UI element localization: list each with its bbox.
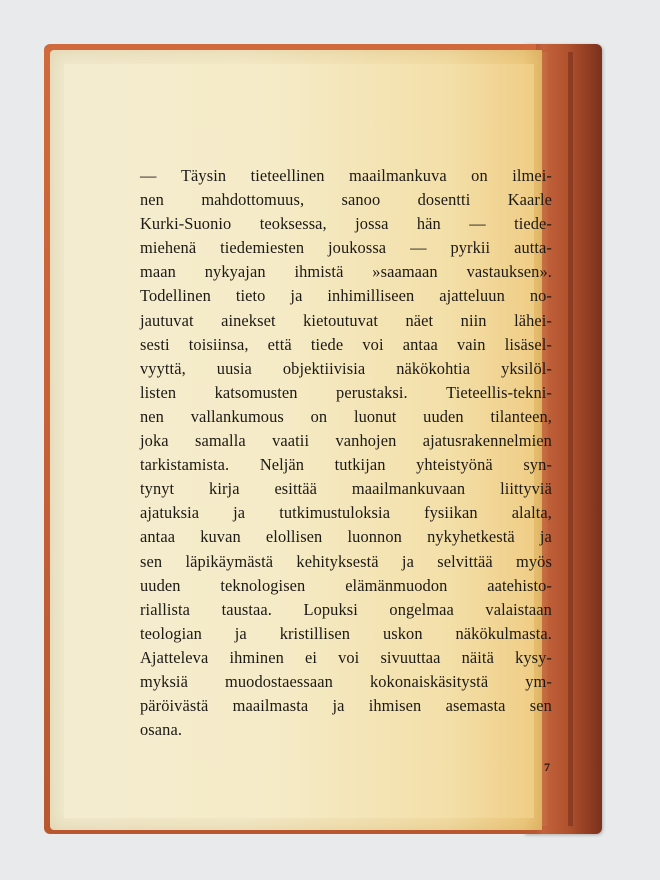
blurb-line	[140, 670, 552, 694]
spine-groove	[568, 52, 573, 826]
blurb-word: osana.	[140, 720, 183, 740]
blurb-word: kokonaiskäsitystä	[369, 671, 489, 691]
blurb-word: kietoutuvat	[303, 310, 378, 330]
blurb-word: uuden	[423, 406, 464, 426]
blurb-line	[140, 574, 552, 598]
blurb-word: teoksessa,	[259, 214, 327, 234]
blurb-word: ajatteluun	[439, 286, 505, 306]
blurb-word: sanoo	[341, 190, 381, 210]
blurb-word: niin	[460, 310, 487, 330]
blurb-line	[140, 598, 552, 622]
blurb-word: miehenä	[140, 238, 197, 258]
blurb-word: kirja	[209, 479, 240, 499]
blurb-word: joka	[140, 431, 169, 451]
blurb-word: myös	[516, 551, 552, 571]
blurb-word: jautuvat	[140, 310, 194, 330]
blurb-word: tutkimustuloksia	[279, 503, 391, 523]
blurb-word: ja	[539, 527, 552, 547]
blurb-word: nen	[140, 190, 164, 210]
blurb-word: toisiinsa,	[188, 334, 249, 354]
blurb-word: uskon	[382, 623, 423, 643]
blurb-word: ja	[332, 696, 345, 716]
blurb-word: pyrkii	[450, 238, 491, 258]
blurb-word: että	[267, 334, 292, 354]
blurb-word: vain	[456, 334, 486, 354]
blurb-word: läpikäymästä	[185, 551, 274, 571]
blurb-line	[140, 550, 552, 574]
blurb-word: —	[469, 214, 486, 234]
blurb-word: esittää	[274, 479, 318, 499]
blurb-word: Lopuksi	[303, 599, 358, 619]
blurb-word: autta-	[514, 238, 552, 258]
blurb-word: valaistaan	[485, 599, 552, 619]
blurb-word: tiede-	[514, 214, 552, 234]
blurb-word: joukossa	[328, 238, 387, 258]
blurb-line	[140, 405, 552, 429]
blurb-word: tieteellinen	[250, 166, 325, 185]
blurb-word: ihmisen	[368, 696, 422, 716]
blurb-word: uusia	[216, 358, 252, 378]
blurb-word: vaatii	[272, 431, 310, 451]
blurb-word: liittyviä	[500, 479, 552, 499]
blurb-word: ainekset	[221, 310, 276, 330]
blurb-word: uuden	[140, 575, 181, 595]
blurb-word: on	[471, 166, 488, 185]
blurb-word: yhteistyönä	[416, 455, 493, 475]
blurb-word: —	[410, 238, 427, 258]
blurb-word: tiede	[310, 334, 344, 354]
blurb-word: ilmei-	[512, 166, 552, 185]
blurb-word: katsomusten	[214, 382, 298, 402]
blurb-word: vyyttä,	[140, 358, 186, 378]
blurb-word: kehityksestä	[296, 551, 379, 571]
blurb-word: tilanteen,	[490, 406, 552, 426]
blurb-word: ajatuksia	[140, 503, 200, 523]
blurb-word: aatehisto-	[487, 575, 552, 595]
blurb-word: Tieteellis-tekni-	[446, 382, 552, 402]
blurb-line	[140, 622, 552, 646]
blurb-line	[140, 188, 552, 212]
blurb-word: maailmasta	[232, 696, 309, 716]
blurb-word: ja	[233, 503, 246, 523]
blurb-word: luonnon	[347, 527, 402, 547]
blurb-word: sivuuttaa	[380, 647, 441, 667]
blurb-word: dosentti	[417, 190, 471, 210]
blurb-word: ja	[234, 623, 247, 643]
blurb-word: näkökohtia	[396, 358, 471, 378]
blurb-word: samalla	[194, 431, 246, 451]
blurb-word: Ajatteleva	[140, 647, 209, 667]
blurb-word: yksilöl-	[501, 358, 552, 378]
blurb-word: nykyhetkestä	[427, 527, 515, 547]
blurb-word: lisäsel-	[504, 334, 552, 354]
blurb-word: antaa	[402, 334, 438, 354]
blurb-line	[140, 501, 552, 525]
blurb-word: ja	[290, 286, 303, 306]
blurb-word: mahdottomuus,	[201, 190, 305, 210]
blurb-line	[140, 333, 552, 357]
blurb-line	[140, 164, 552, 188]
blurb-word: asemasta	[445, 696, 506, 716]
blurb-word: inhimilliseen	[327, 286, 415, 306]
blurb-word: myksiä	[140, 671, 188, 691]
blurb-word: alalta,	[511, 503, 552, 523]
blurb-word: Kurki-Suonio	[140, 214, 232, 234]
blurb-line	[140, 525, 552, 549]
blurb-word: listen	[140, 382, 177, 402]
blurb-word: ongelmaa	[389, 599, 454, 619]
blurb-word: nykyajan	[204, 262, 266, 282]
blurb-word: nen	[140, 406, 164, 426]
blurb-word: Kaarle	[507, 190, 552, 210]
blurb-word: tynyt	[140, 479, 175, 499]
blurb-word: fysiikan	[424, 503, 478, 523]
blurb-line	[140, 381, 552, 405]
blurb-word: teknologisen	[220, 575, 306, 595]
blurb-word: elämänmuodon	[345, 575, 448, 595]
blurb-word: kristillisen	[279, 623, 351, 643]
blurb-word: päröivästä	[140, 696, 209, 716]
blurb-word: sen	[140, 551, 163, 571]
blurb-word: vanhojen	[335, 431, 397, 451]
blurb-word: voi	[338, 647, 360, 667]
blurb-word: kuvan	[200, 527, 241, 547]
blurb-word: näkökulmasta.	[455, 623, 552, 643]
blurb-word: »saamaan	[372, 262, 438, 282]
blurb-word: ihminen	[229, 647, 284, 667]
blurb-word: lähei-	[514, 310, 552, 330]
blurb-word: Täysin	[180, 166, 227, 185]
blurb-line	[140, 309, 552, 333]
blurb-word: ihmistä	[294, 262, 344, 282]
blurb-line	[140, 453, 552, 477]
blurb-word: no-	[529, 286, 552, 306]
blurb-word: maailmankuvaan	[351, 479, 466, 499]
blurb-word: ajatusrakennelmien	[422, 431, 552, 451]
blurb-word: ym-	[525, 671, 552, 691]
blurb-word: vallankumous	[190, 406, 284, 426]
blurb-word: tiedemiesten	[220, 238, 305, 258]
blurb-word: näet	[405, 310, 434, 330]
blurb-word: —	[140, 166, 157, 185]
blurb-word: ei	[304, 647, 317, 667]
blurb-word: ja	[401, 551, 414, 571]
blurb-word: sesti	[140, 334, 170, 354]
blurb-word: Todellinen	[140, 286, 211, 306]
blurb-word: sen	[529, 696, 552, 716]
book-back-cover	[44, 44, 602, 834]
blurb-word: teologian	[140, 623, 202, 643]
blurb-line	[140, 260, 552, 284]
blurb-line	[140, 694, 552, 718]
blurb-line	[140, 284, 552, 308]
blurb-text	[140, 164, 552, 742]
page-number: 7	[544, 760, 550, 774]
blurb-word: riallista	[140, 599, 191, 619]
blurb-line	[140, 429, 552, 453]
blurb-word: maailmankuva	[349, 166, 447, 185]
blurb-word: tutkijan	[334, 455, 386, 475]
blurb-word: vastauksen».	[466, 262, 552, 282]
blurb-word: on	[310, 406, 328, 426]
blurb-word: jossa	[355, 214, 389, 234]
blurb-word: tieto	[235, 286, 266, 306]
blurb-line	[140, 646, 552, 670]
blurb-line	[140, 718, 552, 742]
blurb-word: hän	[416, 214, 441, 234]
blurb-word: elollisen	[265, 527, 323, 547]
blurb-word: taustaa.	[221, 599, 272, 619]
blurb-word: syn-	[523, 455, 552, 475]
blurb-word: kysy-	[515, 647, 552, 667]
blurb-word: muodostaessaan	[225, 671, 333, 691]
blurb-word: antaa	[140, 527, 176, 547]
blurb-word: objektiivisia	[282, 358, 366, 378]
blurb-word: perustaksi.	[336, 382, 408, 402]
blurb-word: selvittää	[437, 551, 493, 571]
blurb-word: voi	[362, 334, 384, 354]
blurb-word: luonut	[353, 406, 397, 426]
blurb-word: näitä	[461, 647, 494, 667]
blurb-word: maan	[140, 262, 176, 282]
blurb-line	[140, 357, 552, 381]
blurb-word: tarkistamista.	[140, 455, 230, 475]
blurb-word: Neljän	[259, 455, 305, 475]
blurb-line	[140, 236, 552, 260]
blurb-line	[140, 212, 552, 236]
blurb-line	[140, 477, 552, 501]
